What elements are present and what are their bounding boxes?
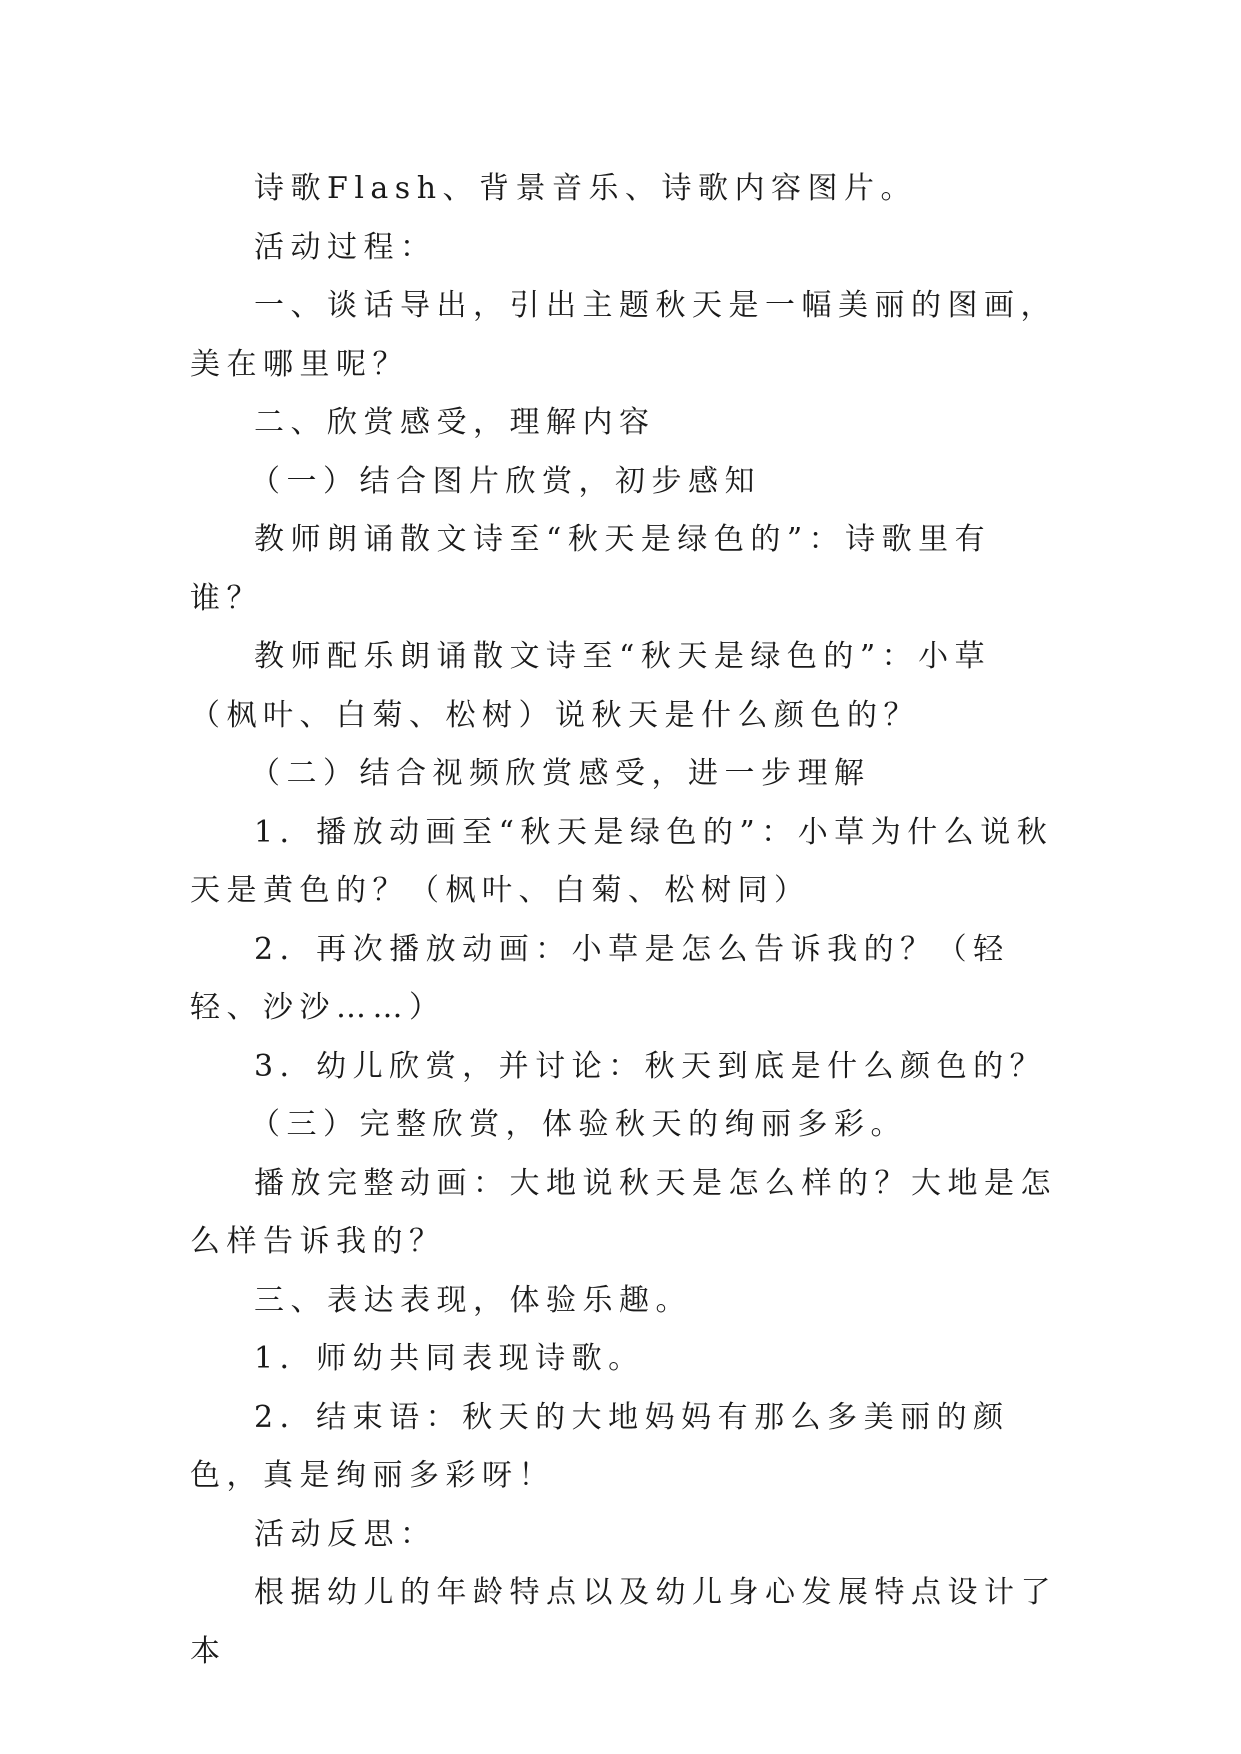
paragraph-subsection-three: （三）完整欣赏，体验秋天的绚丽多彩。 <box>250 1107 907 1142</box>
paragraph-teacher-recite: 教师朗诵散文诗至“秋天是绿色的”：诗歌里有谁？ <box>190 522 992 616</box>
paragraph-reflection-body: 根据幼儿的年龄特点以及幼儿身心发展特点设计了本 <box>190 1575 1057 1669</box>
paragraph-reflection-heading: 活动反思： <box>254 1516 437 1552</box>
paragraph-subsection-one: （一）结合图片欣赏，初步感知 <box>250 463 761 499</box>
paragraph-full-animation: 播放完整动画：大地说秋天是怎么样的？大地是怎么样告诉我的？ <box>190 1165 1057 1259</box>
paragraph-section-one: 一、谈话导出，引出主题秋天是一幅美丽的图画，美在哪里呢？ <box>190 288 1057 382</box>
paragraph-step-1: 1．播放动画至“秋天是绿色的”：小草为什么说秋天是黄色的？（枫叶、白菊、松树同） <box>190 814 1054 908</box>
paragraph-materials: 诗歌Flash、背景音乐、诗歌内容图片。 <box>254 171 918 206</box>
paragraph-final-step-2: 2．结束语：秋天的大地妈妈有那么多美丽的颜色，真是绚丽多彩呀！ <box>190 1399 1010 1493</box>
paragraph-subsection-two: （二）结合视频欣赏感受，进一步理解 <box>250 756 871 791</box>
document-body <box>190 160 1060 1681</box>
paragraph-step-3: 3．幼儿欣赏，并讨论：秋天到底是什么颜色的？ <box>254 1048 1047 1084</box>
paragraph-step-2: 2．再次播放动画：小草是怎么告诉我的？（轻轻、沙沙……） <box>190 931 1010 1025</box>
paragraph-teacher-music-recite: 教师配乐朗诵散文诗至“秋天是绿色的”：小草（枫叶、白菊、松树）说秋天是什么颜色的？ <box>190 639 992 733</box>
paragraph-final-step-1: 1．师幼共同表现诗歌。 <box>254 1341 645 1376</box>
paragraph-section-three: 三、表达表现，体验乐趣。 <box>254 1282 692 1318</box>
paragraph-section-two: 二、欣赏感受，理解内容 <box>254 405 656 440</box>
paragraph-process-heading: 活动过程： <box>254 229 437 265</box>
